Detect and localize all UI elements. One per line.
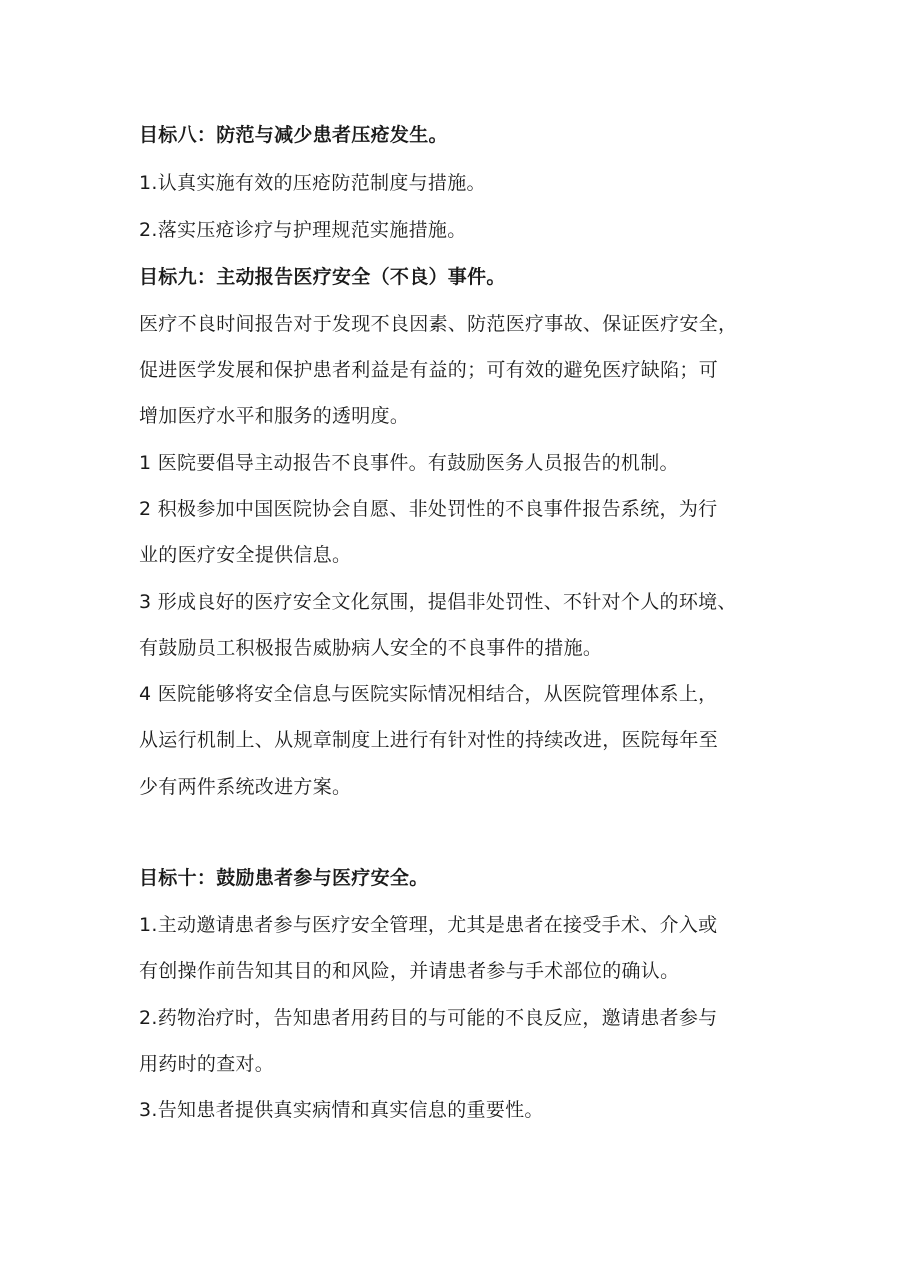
paragraph-line: 从运行机制上、从规章制度上进行有针对性的持续改进，医院每年至 xyxy=(139,729,719,751)
paragraph-line: 2.药物治疗时，告知患者用药目的与可能的不良反应，邀请患者参与 xyxy=(139,1007,718,1029)
paragraph-line: 4 医院能够将安全信息与医院实际情况相结合，从医院管理体系上， xyxy=(139,683,718,705)
paragraph-line: 3.告知患者提供真实病情和真实信息的重要性。 xyxy=(139,1099,544,1121)
paragraph-line: 2.落实压疮诊疗与护理规范实施措施。 xyxy=(139,219,467,241)
paragraph-line: 医疗不良时间报告对于发现不良因素、防范医疗事故、保证医疗安全， xyxy=(139,313,738,335)
paragraph-line: 业的医疗安全提供信息。 xyxy=(139,544,352,566)
paragraph-line: 有创操作前告知其目的和风险，并请患者参与手术部位的确认。 xyxy=(139,960,680,982)
paragraph-line: 1.认真实施有效的压疮防范制度与措施。 xyxy=(139,172,486,194)
section-heading-goal-8: 目标八：防范与减少患者压疮发生。 xyxy=(139,124,448,146)
paragraph-line: 促进医学发展和保护患者利益是有益的；可有效的避免医疗缺陷；可 xyxy=(139,359,719,381)
paragraph-line: 2 积极参加中国医院协会自愿、非处罚性的不良事件报告系统，为行 xyxy=(139,498,718,520)
section-heading-goal-10: 目标十：鼓励患者参与医疗安全。 xyxy=(139,867,429,889)
paragraph-line: 有鼓励员工积极报告威胁病人安全的不良事件的措施。 xyxy=(139,637,603,659)
paragraph-line: 3 形成良好的医疗安全文化氛围，提倡非处罚性、不针对个人的环境、 xyxy=(139,591,737,613)
section-heading-goal-9: 目标九：主动报告医疗安全（不良）事件。 xyxy=(139,266,506,288)
paragraph-line: 少有两件系统改进方案。 xyxy=(139,776,352,798)
paragraph-line: 1 医院要倡导主动报告不良事件。有鼓励医务人员报告的机制。 xyxy=(139,452,679,474)
paragraph-line: 用药时的查对。 xyxy=(139,1053,275,1075)
paragraph-line: 1.主动邀请患者参与医疗安全管理，尤其是患者在接受手术、介入或 xyxy=(139,914,718,936)
paragraph-line: 增加医疗水平和服务的透明度。 xyxy=(139,405,410,427)
